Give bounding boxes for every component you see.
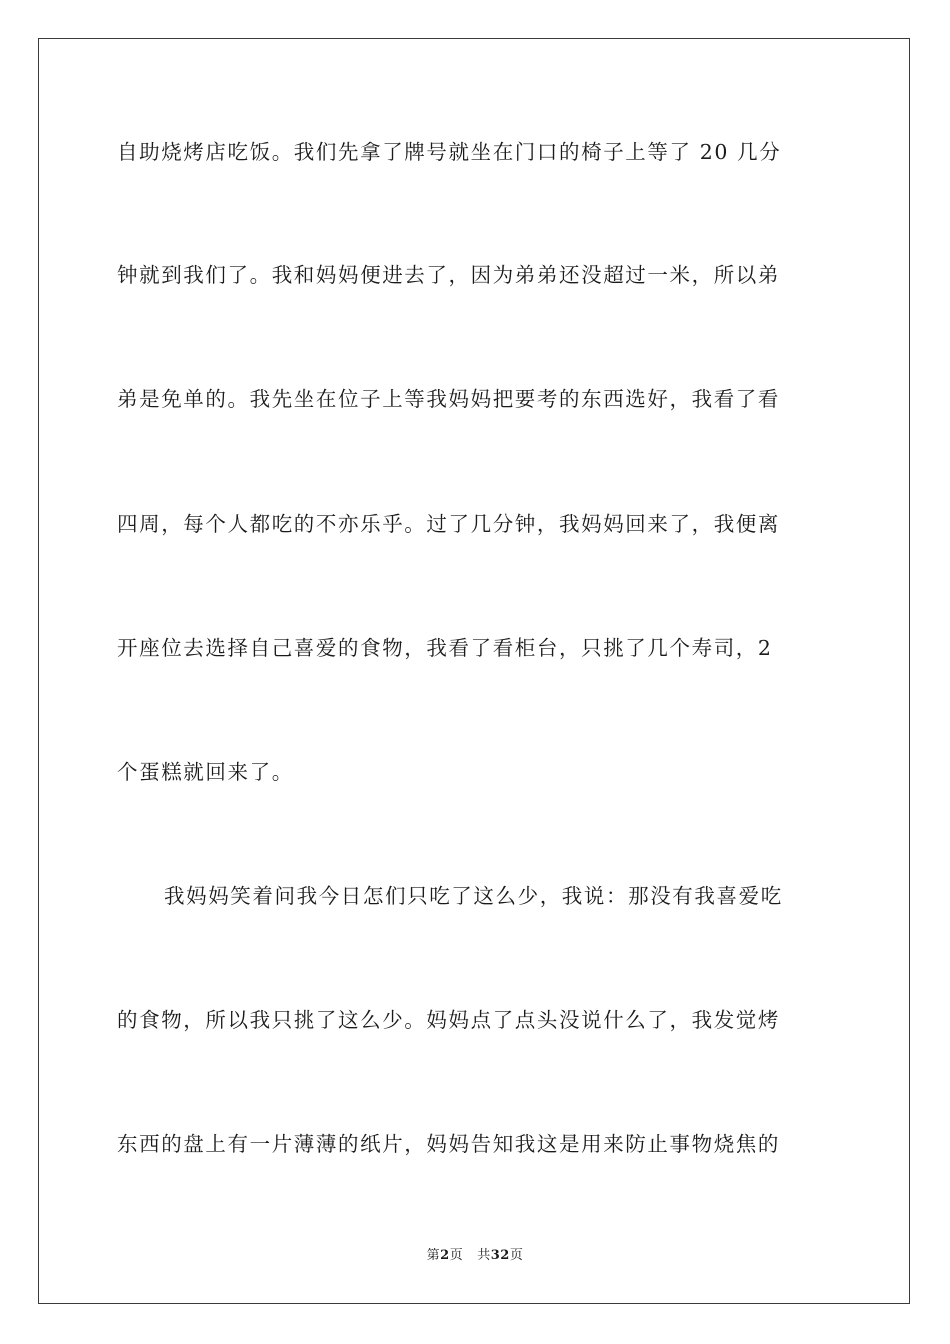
paragraph-line-5: 开座位去选择自己喜爱的食物，我看了看柜台，只挑了几个寿司，2 [117, 636, 773, 660]
page-prefix: 第 [426, 1248, 441, 1263]
total-suffix: 页 [509, 1248, 524, 1263]
total-pages: 32 [490, 1248, 510, 1263]
page-footer [0, 1247, 950, 1265]
paragraph-line-2: 钟就到我们了。我和妈妈便进去了，因为弟弟还没超过一米，所以弟 [117, 263, 780, 287]
page-number: 2 [440, 1248, 450, 1263]
paragraph-line-6: 个蛋糕就回来了。 [117, 760, 294, 784]
paragraph-line-8: 的食物，所以我只挑了这么少。妈妈点了点头没说什么了，我发觉烤 [117, 1008, 780, 1032]
total-prefix: 共 [477, 1248, 491, 1263]
paragraph-line-9: 东西的盘上有一片薄薄的纸片，妈妈告知我这是用来防止事物烧焦的 [117, 1132, 780, 1156]
paragraph-line-3: 弟是免单的。我先坐在位子上等我妈妈把要考的东西选好，我看了看 [117, 387, 780, 411]
paragraph-line-1: 自助烧烤店吃饭。我们先拿了牌号就坐在门口的椅子上等了 20 几分 [117, 140, 782, 164]
page-border [38, 38, 910, 1304]
page-suffix: 页 [449, 1248, 464, 1263]
paragraph-line-7: 我妈妈笑着问我今日怎们只吃了这么少，我说：那没有我喜爱吃 [164, 884, 783, 908]
paragraph-line-4: 四周，每个人都吃的不亦乐乎。过了几分钟，我妈妈回来了，我便离 [117, 512, 780, 536]
